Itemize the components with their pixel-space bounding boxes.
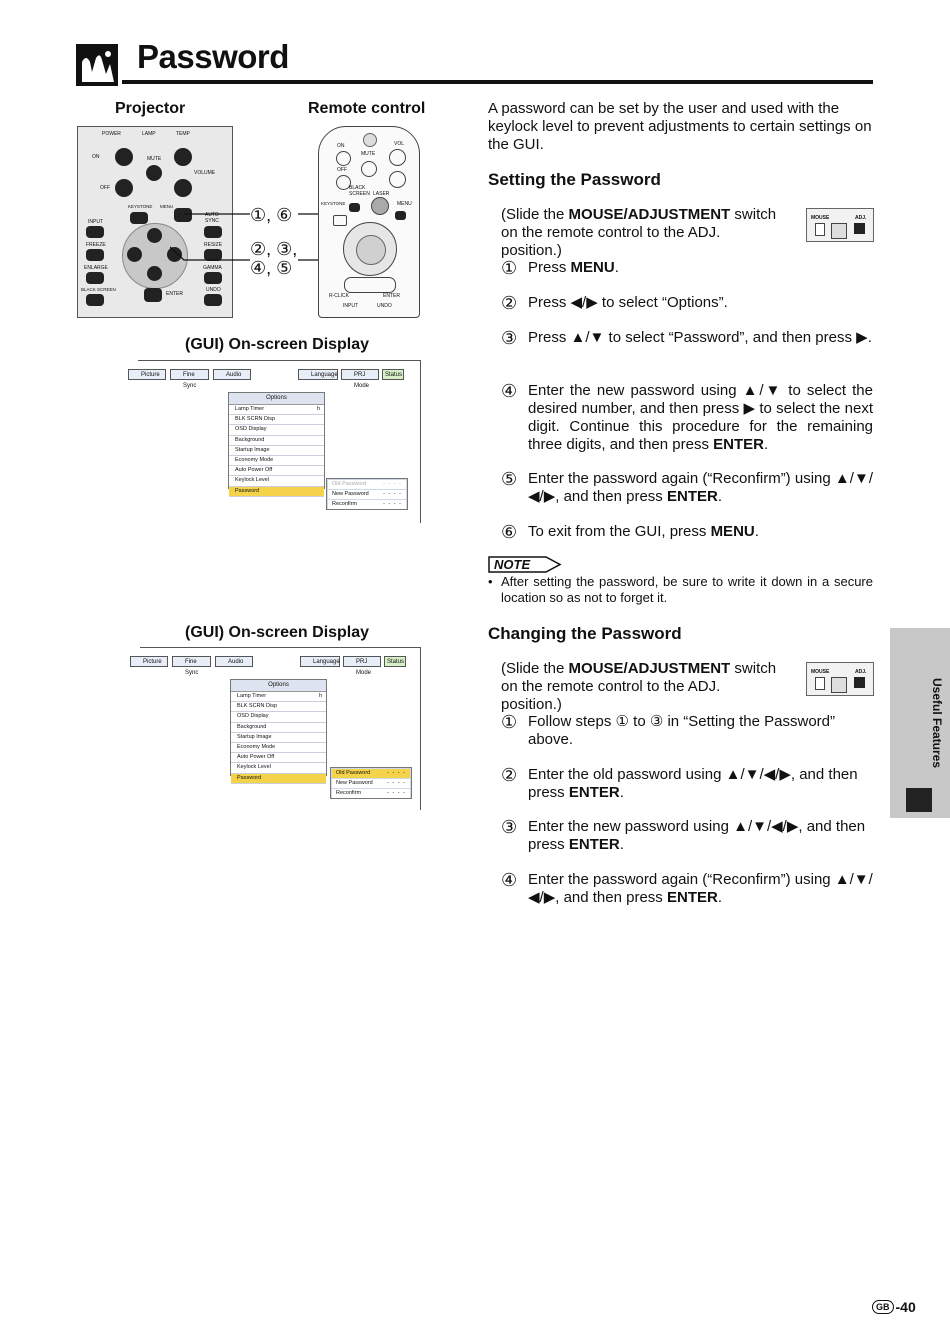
step-bold: ENTER bbox=[568, 784, 620, 801]
step-text: Press bbox=[528, 259, 571, 276]
gui-new-password-value-2: - - - - bbox=[387, 780, 406, 786]
gui-options-title: Options bbox=[229, 393, 324, 405]
gui-old-password-row-2[interactable] bbox=[332, 769, 410, 778]
page-title: Password bbox=[137, 38, 289, 75]
gui-tab-picture-2[interactable]: Picture bbox=[130, 656, 168, 667]
gui-label-1: (GUI) On-screen Display bbox=[185, 336, 370, 353]
remote-mute-label: MUTE bbox=[361, 151, 376, 157]
note-label: NOTE bbox=[494, 557, 531, 572]
freeze-button[interactable] bbox=[86, 249, 104, 261]
gui-menu-keylock-level-label: Keylock Level bbox=[235, 477, 269, 484]
undo-button[interactable] bbox=[204, 294, 222, 306]
auto-sync-label: AUTO SYNC bbox=[205, 212, 219, 224]
gui-new-password-row[interactable] bbox=[328, 490, 406, 499]
remote-vol-label: VOL bbox=[394, 141, 405, 147]
step-text: Enter the password again (“Reconfirm”) using ▲/▼/◀/▶, and then press bbox=[528, 470, 873, 505]
changing-slide-post: switch on the remote control to the ADJ. position.) bbox=[501, 660, 777, 713]
gamma-label: GAMMA bbox=[203, 265, 222, 271]
setting-step-6 bbox=[501, 523, 873, 541]
gui-menu-password-label-2: Password bbox=[237, 774, 262, 781]
gui-lamp-unit: h bbox=[316, 406, 320, 412]
gui-menu-osd-display[interactable] bbox=[229, 425, 324, 435]
gui-reconfirm-row[interactable] bbox=[328, 500, 406, 509]
side-tab-label: Useful Features bbox=[930, 677, 944, 769]
up-button[interactable] bbox=[147, 228, 162, 243]
step-text-end: . bbox=[754, 523, 759, 540]
remote-vol-down-button[interactable] bbox=[389, 171, 406, 188]
gui-tab-status[interactable]: Status bbox=[382, 369, 404, 380]
step-text: Enter the password again (“Reconfirm”) using ▲/▼/◀/▶, and then press bbox=[528, 871, 873, 906]
step-text: Press ▲/▼ to select “Password”, and then press ▶. bbox=[528, 329, 872, 346]
remote-input-label: INPUT bbox=[343, 303, 358, 309]
switch-mouse-label-1: MOUSE bbox=[811, 215, 830, 221]
enlarge-button[interactable] bbox=[86, 272, 104, 284]
switch-mouse-icon-1 bbox=[815, 223, 825, 236]
gui-old-password-label: Old Password bbox=[332, 481, 367, 487]
gui-menu-password-2[interactable] bbox=[231, 774, 326, 784]
gui-password-submenu-2 bbox=[330, 767, 412, 799]
remote-panel bbox=[318, 126, 420, 318]
remote-on-button[interactable] bbox=[336, 151, 351, 166]
gui-menu-startup-image[interactable] bbox=[229, 446, 324, 456]
gui-menu-blk-scrn-2[interactable] bbox=[231, 702, 326, 712]
step-number: ⑥ bbox=[501, 522, 518, 542]
note-text: After setting the password, be sure to write it down in a secure location so as not to forget it. bbox=[501, 574, 873, 605]
gui-menu-osd-display-label-2: OSD Display bbox=[237, 713, 269, 720]
keystone-button[interactable] bbox=[130, 212, 148, 224]
gui-old-password-value-2: - - - - bbox=[387, 770, 406, 776]
step-number: ② bbox=[501, 765, 518, 785]
power-label: POWER bbox=[102, 131, 121, 137]
gui-label-2: (GUI) On-screen Display bbox=[185, 624, 370, 641]
gui-menu-password[interactable] bbox=[229, 487, 324, 497]
gui-menu-blk-scrn-label-2: BLK SCRN Disp bbox=[237, 703, 278, 710]
gui-reconfirm-value: - - - - bbox=[383, 501, 402, 507]
switch-slider-2 bbox=[831, 677, 847, 693]
step-text-end: . bbox=[619, 836, 624, 853]
step-bold: ENTER bbox=[666, 889, 718, 906]
remote-on-label: ON bbox=[337, 143, 345, 149]
lamp-label: LAMP bbox=[142, 131, 156, 137]
remote-direction-pad[interactable] bbox=[343, 222, 397, 276]
step-number: ② bbox=[501, 293, 518, 313]
step-text: Enter the old password using ▲/▼/◀/▶, and then press bbox=[528, 766, 858, 801]
gui-tab-audio-2[interactable]: Audio bbox=[215, 656, 253, 667]
note-body bbox=[488, 574, 873, 606]
gui-menu-startup-image-label-2: Startup Image bbox=[237, 733, 272, 740]
gui-old-password-row[interactable] bbox=[328, 480, 406, 489]
enter-label: ENTER bbox=[166, 291, 183, 297]
on-button[interactable] bbox=[115, 148, 133, 166]
changing-heading: Changing the Password bbox=[488, 624, 682, 643]
setting-step-2 bbox=[501, 294, 873, 312]
gui-tab-status-2[interactable]: Status bbox=[384, 656, 406, 667]
laser-pointer-button[interactable] bbox=[363, 133, 377, 147]
gui-password-submenu bbox=[326, 478, 408, 510]
remote-keystone-button[interactable] bbox=[333, 215, 347, 226]
remote-vol-up-button[interactable] bbox=[389, 149, 406, 166]
gui-menu-lamp-timer[interactable] bbox=[229, 405, 324, 415]
gui-options-title-2: Options bbox=[231, 680, 326, 692]
input-label: INPUT bbox=[88, 219, 103, 225]
gui-menu-startup-image-2[interactable] bbox=[231, 733, 326, 743]
gui-menu-lamp-timer-label-2: Lamp Timer bbox=[237, 693, 267, 699]
setting-slide-pre: (Slide the bbox=[501, 206, 569, 223]
setting-slide-note bbox=[501, 206, 781, 260]
useful-features-icon bbox=[906, 788, 932, 812]
gui-new-password-row-2[interactable] bbox=[332, 779, 410, 788]
gui-new-password-label: New Password bbox=[332, 491, 369, 497]
step-text-end: . bbox=[619, 784, 624, 801]
setting-step-3 bbox=[501, 329, 873, 347]
step-number: ① bbox=[501, 712, 518, 732]
setting-slide-bold: MOUSE/ADJUSTMENT bbox=[568, 206, 731, 223]
step-text: Press ◀/▶ to select “Options”. bbox=[528, 294, 728, 311]
callout-2-3: ②, ③, bbox=[250, 239, 298, 259]
gui-menu-economy-mode-label-2: Economy Mode bbox=[237, 743, 276, 750]
enter-button[interactable] bbox=[144, 288, 162, 302]
setting-step-4 bbox=[501, 382, 873, 454]
remote-menu-button[interactable] bbox=[395, 211, 406, 220]
step-number: ④ bbox=[501, 381, 518, 401]
gui-reconfirm-label-2: Reconfirm bbox=[336, 790, 362, 796]
step-number: ③ bbox=[501, 817, 518, 837]
step-text-end: . bbox=[614, 259, 619, 276]
remote-click-buttons[interactable] bbox=[344, 277, 396, 293]
note-bullet: • bbox=[488, 574, 493, 589]
off-label: OFF bbox=[100, 185, 110, 191]
gui-new-password-label-2: New Password bbox=[336, 780, 373, 786]
gui-menu-auto-power-off[interactable] bbox=[229, 466, 324, 476]
projector-label: Projector bbox=[115, 100, 186, 117]
gui-menu-background[interactable] bbox=[229, 436, 324, 446]
callout-4-5: ④, ⑤ bbox=[250, 258, 293, 278]
remote-label: Remote control bbox=[308, 100, 426, 117]
switch-adj-label-1: ADJ. bbox=[855, 215, 867, 221]
gui-old-password-label-2: Old Password bbox=[336, 770, 371, 776]
remote-pad-center[interactable] bbox=[356, 235, 386, 265]
title-rule bbox=[122, 80, 873, 84]
remote-mouse-button[interactable] bbox=[371, 197, 389, 215]
step-text: To exit from the GUI, press bbox=[528, 523, 711, 540]
step-number: ③ bbox=[501, 328, 518, 348]
step-number: ④ bbox=[501, 870, 518, 890]
remote-black-screen-label: BLACK SCREEN bbox=[349, 185, 370, 197]
gui-old-password-value: - - - - bbox=[383, 481, 402, 487]
gui-frame-top bbox=[138, 360, 420, 361]
step-text-end: . bbox=[717, 488, 722, 505]
changing-step-4 bbox=[501, 871, 873, 907]
side-tab bbox=[890, 628, 950, 818]
gui-tab-language[interactable]: Language bbox=[298, 369, 338, 380]
mouse-adj-switch-2 bbox=[806, 662, 874, 696]
volume-down-button[interactable] bbox=[174, 179, 192, 197]
gb-badge: GB bbox=[872, 1300, 894, 1314]
gui-screen-changing bbox=[130, 647, 425, 812]
gui-new-password-value: - - - - bbox=[383, 491, 402, 497]
gui-menu-background-label: Background bbox=[235, 436, 265, 443]
gui-menu-auto-power-off-2[interactable] bbox=[231, 753, 326, 763]
gui-tab-language-2[interactable]: Language bbox=[300, 656, 340, 667]
gui-tab-audio[interactable]: Audio bbox=[213, 369, 251, 380]
step-text-end: . bbox=[717, 889, 722, 906]
gui-lamp-unit-2: h bbox=[318, 693, 322, 699]
gui-menu-lamp-timer-label: Lamp Timer bbox=[235, 406, 265, 412]
switch-adj-label-2: ADJ. bbox=[855, 669, 867, 675]
mute-label: MUTE bbox=[147, 156, 162, 162]
freeze-label: FREEZE bbox=[86, 242, 106, 248]
gui-options-menu bbox=[228, 392, 325, 494]
gui-menu-osd-display-label: OSD Display bbox=[235, 426, 267, 433]
step-bold: MENU bbox=[570, 259, 615, 276]
gui-tab-fine-sync-2[interactable]: Fine Sync bbox=[172, 656, 211, 667]
remote-enter-label: ENTER bbox=[383, 293, 400, 299]
remote-off-label: OFF bbox=[337, 167, 347, 173]
setting-step-1 bbox=[501, 259, 873, 277]
switch-lock-icon-1 bbox=[854, 223, 865, 234]
mouse-adj-switch-1 bbox=[806, 208, 874, 242]
gui-reconfirm-row-2[interactable] bbox=[332, 789, 410, 798]
gui-menu-keylock-level-label-2: Keylock Level bbox=[237, 764, 271, 771]
step-bold: ENTER bbox=[666, 488, 718, 505]
step-bold: ENTER bbox=[713, 436, 764, 453]
keystone-label: KEYSTONE bbox=[128, 204, 153, 209]
changing-step-3 bbox=[501, 818, 873, 854]
enlarge-label: ENLARGE bbox=[84, 265, 108, 271]
changing-step-2 bbox=[501, 766, 873, 802]
gui-menu-auto-power-off-label-2: Auto Power Off bbox=[237, 754, 275, 761]
switch-mouse-label-2: MOUSE bbox=[811, 669, 830, 675]
gui-menu-economy-mode-2[interactable] bbox=[231, 743, 326, 753]
gui-menu-keylock-level[interactable] bbox=[229, 476, 324, 486]
switch-mouse-icon-2 bbox=[815, 677, 825, 690]
setting-slide-post: switch on the remote control to the ADJ. position.) bbox=[501, 206, 777, 259]
on-label: ON bbox=[92, 154, 100, 160]
step-text-end: . bbox=[763, 436, 769, 453]
remote-r-click-label: R-CLICK bbox=[329, 293, 350, 299]
gui-tab-prj-mode[interactable]: PRJ Mode bbox=[341, 369, 379, 380]
step-text: Enter the new password using ▲/▼ to select the desired number, and then press ▶ to select the next digit. Continue this procedure for the remaining three digits, and then press bbox=[528, 382, 873, 453]
black-screen-button[interactable] bbox=[86, 294, 104, 306]
step-number: ⑤ bbox=[501, 469, 518, 489]
resize-label: RESIZE bbox=[204, 242, 223, 248]
gui-tab-picture[interactable]: Picture bbox=[128, 369, 166, 380]
step-text: Follow steps ① to ③ in “Setting the Password” above. bbox=[528, 713, 836, 748]
gui-reconfirm-value-2: - - - - bbox=[387, 790, 406, 796]
switch-lock-icon-2 bbox=[854, 677, 865, 688]
gui-tab-fine-sync[interactable]: Fine Sync bbox=[170, 369, 209, 380]
changing-slide-bold: MOUSE/ADJUSTMENT bbox=[568, 660, 731, 677]
black-screen-label: BLACK SCREEN bbox=[81, 287, 116, 292]
gui-menu-economy-mode-label: Economy Mode bbox=[235, 456, 274, 463]
gui-menu-economy-mode[interactable] bbox=[229, 456, 324, 466]
gui-menu-background-label-2: Background bbox=[237, 723, 267, 730]
remote-undo-label: UNDO bbox=[377, 303, 392, 309]
page-icon bbox=[76, 44, 118, 86]
step-bold: MENU bbox=[710, 523, 755, 540]
gui-menu-keylock-level-2[interactable] bbox=[231, 763, 326, 773]
volume-up-button[interactable] bbox=[174, 148, 192, 166]
gui-menu-auto-power-off-label: Auto Power Off bbox=[235, 467, 273, 474]
gui-frame-right bbox=[420, 360, 421, 523]
gui-menu-password-label: Password bbox=[235, 487, 260, 494]
remote-mute-button[interactable] bbox=[361, 161, 377, 177]
left-button[interactable] bbox=[127, 247, 142, 262]
page-number bbox=[872, 1299, 916, 1315]
gui-menu-osd-display-2[interactable] bbox=[231, 712, 326, 722]
menu-label: MENU bbox=[160, 204, 174, 209]
gui-reconfirm-label: Reconfirm bbox=[332, 501, 358, 507]
down-button[interactable] bbox=[147, 266, 162, 281]
undo-label: UNDO bbox=[206, 287, 221, 293]
changing-step-1 bbox=[501, 713, 873, 749]
changing-slide-pre: (Slide the bbox=[501, 660, 569, 677]
gui-menu-blk-scrn-label: BLK SCRN Disp bbox=[235, 416, 276, 423]
changing-slide-note bbox=[501, 660, 781, 714]
remote-menu-label: MENU bbox=[397, 201, 412, 207]
mute-button[interactable] bbox=[146, 165, 162, 181]
step-number: ① bbox=[501, 258, 518, 278]
input-button[interactable] bbox=[86, 226, 104, 238]
temp-label: TEMP bbox=[176, 131, 190, 137]
volume-label: VOLUME bbox=[194, 170, 216, 176]
gui-frame-top-2 bbox=[140, 647, 420, 648]
remote-black-screen-button[interactable] bbox=[349, 203, 360, 212]
gui-screen-setting bbox=[128, 360, 423, 525]
callout-1-6: ①, ⑥ bbox=[250, 205, 293, 225]
gui-options-menu-2 bbox=[230, 679, 327, 781]
step-text: Enter the new password using ▲/▼/◀/▶, and then press bbox=[528, 818, 866, 853]
off-button[interactable] bbox=[115, 179, 133, 197]
switch-slider-1 bbox=[831, 223, 847, 239]
gui-menu-lamp-timer-2[interactable] bbox=[231, 692, 326, 702]
setting-heading: Setting the Password bbox=[488, 170, 661, 189]
remote-keystone-label: KEYSTONE bbox=[321, 201, 346, 206]
intro-paragraph: A password can be set by the user and used with the keylock level to prevent adjustments to certain settings on the GUI. bbox=[488, 100, 872, 153]
page-number-value: -40 bbox=[895, 1299, 916, 1315]
gui-menu-background-2[interactable] bbox=[231, 723, 326, 733]
remote-laser-label: LASER bbox=[373, 191, 390, 197]
step-bold: ENTER bbox=[568, 836, 620, 853]
gui-menu-startup-image-label: Startup Image bbox=[235, 446, 270, 453]
gui-tab-prj-mode-2[interactable]: PRJ Mode bbox=[343, 656, 381, 667]
gui-menu-blk-scrn[interactable] bbox=[229, 415, 324, 425]
gui-frame-right-2 bbox=[420, 647, 421, 810]
setting-step-5 bbox=[501, 470, 873, 506]
